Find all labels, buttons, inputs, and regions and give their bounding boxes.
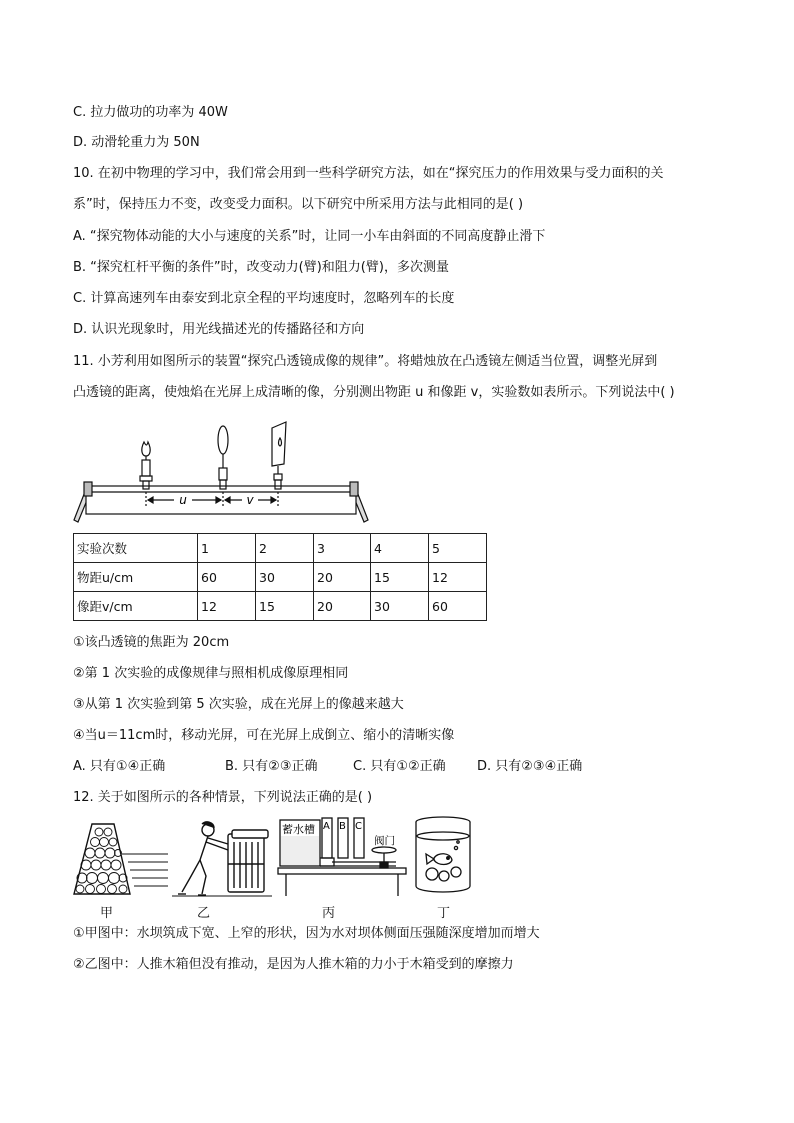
question-11-option-c: C. 只有①②正确 [353, 759, 446, 774]
table-cell: 20 [314, 563, 371, 592]
v-distance-label: v [246, 493, 254, 507]
u-distance-label: u [179, 493, 187, 507]
question-10-option-c: C. 计算高速列车由泰安到北京全程的平均速度时，忽略列车的长度 [73, 291, 455, 306]
table-cell: 5 [429, 534, 487, 563]
table-cell: 15 [371, 563, 429, 592]
question-10-option-a: A. “探究物体动能的大小与速度的关系”时，让同一小车由斜面的不同高度静止滑下 [73, 229, 546, 244]
question-10-option-d: D. 认识光现象时，用光线描述光的传播路径和方向 [73, 322, 365, 337]
question-11-option-a: A. 只有①④正确 [73, 759, 166, 774]
table-cell: 像距v/cm [74, 592, 198, 621]
question-12-stem: 12. 关于如图所示的各种情景，下列说法正确的是( ) [73, 790, 373, 805]
experiment-data-table [73, 533, 487, 621]
dam-figure [72, 818, 172, 898]
tank-label: 蓄水槽 [282, 823, 315, 836]
tube-a-label: A [323, 821, 330, 832]
figure-caption-ding: 丁 [437, 906, 451, 921]
optical-bench-figure [70, 418, 380, 526]
statement-2: ②第 1 次实验的成像规律与照相机成像原理相同 [73, 666, 349, 681]
table-cell: 3 [314, 534, 371, 563]
tube-b-label: B [339, 821, 346, 832]
question-11-options [73, 758, 582, 776]
statement-3: ③从第 1 次实验到第 5 次实验，成在光屏上的像越来越大 [73, 697, 404, 712]
table-cell: 2 [256, 534, 314, 563]
optical-bench [74, 422, 368, 522]
pushing-box-figure [172, 818, 272, 898]
question-11-stem-1: 11. 小芳利用如图所示的装置“探究凸透镜成像的规律”。将蜡烛放在凸透镜左侧适当位置，调整光屏到 [73, 354, 658, 369]
table-row [74, 534, 487, 563]
table-cell: 4 [371, 534, 429, 563]
table-row [74, 563, 487, 592]
question-10-option-b: B. “探究杠杆平衡的条件”时，改变动力(臂)和阻力(臂)，多次测量 [73, 260, 449, 275]
question-10-stem-1: 10. 在初中物理的学习中，我们常会用到一些科学研究方法，如在“探究压力的作用效果与受力面积的关 [73, 166, 664, 181]
question-11-stem-2: 凸透镜的距离，使烛焰在光屏上成清晰的像，分别测出物距 u 和像距 v，实验数如表所示。下列说法中( ) [73, 385, 675, 400]
valve-label: 阀门 [374, 835, 395, 847]
tube-c-label: C [355, 821, 362, 832]
fish-jar-figure [410, 814, 476, 898]
table-cell: 60 [429, 592, 487, 621]
option-d-pulley-weight: D. 动滑轮重力为 50N [73, 135, 200, 150]
statement-p1: ①甲图中：水坝筑成下宽、上窄的形状，因为水对坝体侧面压强随深度增加而增大 [73, 926, 540, 941]
figure-caption-jia: 甲 [100, 906, 114, 921]
figure-caption-bing: 丙 [322, 906, 336, 921]
convex-lens [218, 426, 228, 489]
table-cell: 20 [314, 592, 371, 621]
statement-p2: ②乙图中：人推木箱但没有推动，是因为人推木箱的力小于木箱受到的摩擦力 [73, 957, 514, 972]
light-screen [272, 422, 286, 489]
table-cell: 15 [256, 592, 314, 621]
question-10-stem-2: 系”时，保持压力不变，改变受力面积。以下研究中所采用方法与此相同的是( ) [73, 197, 524, 212]
table-cell: 12 [429, 563, 487, 592]
table-cell: 实验次数 [74, 534, 198, 563]
table-cell: 12 [198, 592, 256, 621]
table-cell: 物距u/cm [74, 563, 198, 592]
figure-caption-yi: 乙 [197, 906, 211, 921]
statement-1: ①该凸透镜的焦距为 20cm [73, 635, 230, 650]
table-cell: 30 [256, 563, 314, 592]
question-11-option-b: B. 只有②③正确 [225, 759, 318, 774]
candle [140, 442, 152, 489]
statement-4: ④当u＝11cm时，移动光屏，可在光屏上成倒立、缩小的清晰实像 [73, 728, 455, 743]
table-row [74, 592, 487, 621]
table-cell: 60 [198, 563, 256, 592]
table-cell: 30 [371, 592, 429, 621]
question-11-option-d: D. 只有②③④正确 [477, 759, 583, 774]
connected-vessels-figure [276, 816, 412, 900]
option-c-power: C. 拉力做功的功率为 40W [73, 105, 228, 120]
table-cell: 1 [198, 534, 256, 563]
